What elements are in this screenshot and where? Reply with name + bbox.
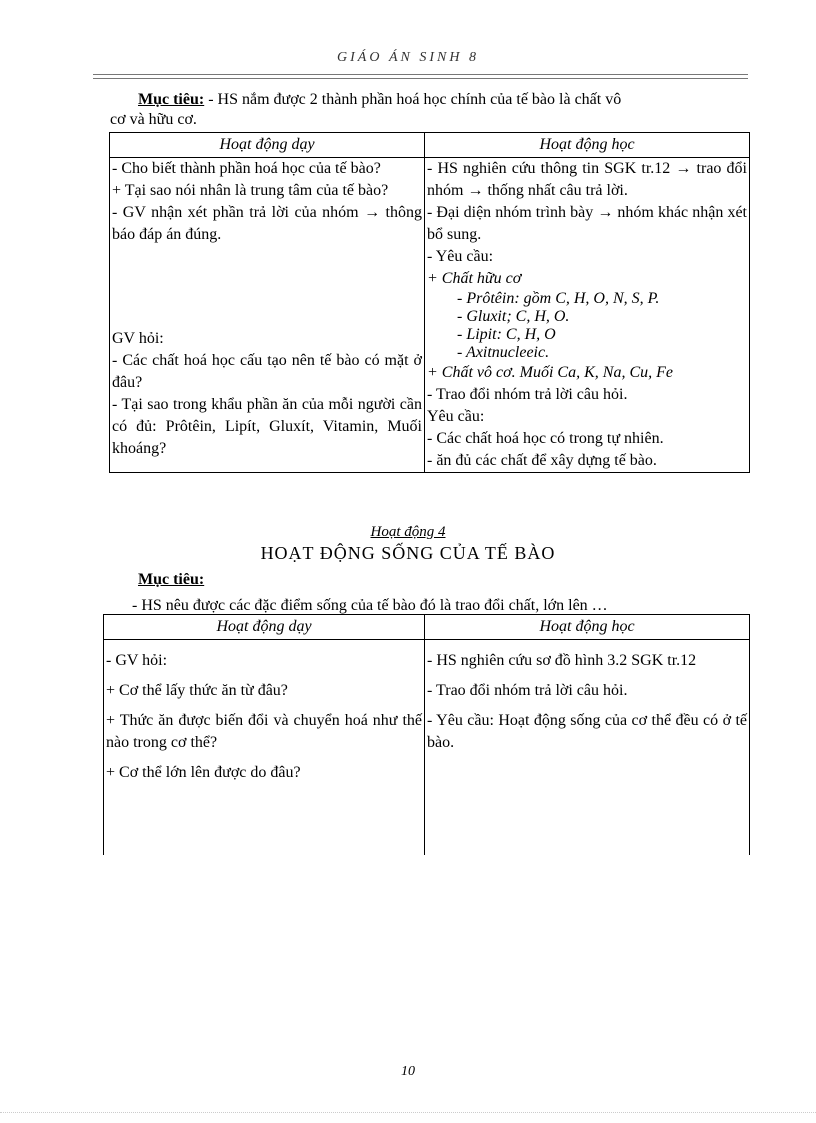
learning-item: Yêu cầu: [427, 408, 485, 425]
col-header-learning: Hoạt động học [425, 615, 750, 640]
teaching-item: GV hỏi: [112, 330, 164, 347]
teaching-item: + Cơ thể lấy thức ăn từ đâu? [106, 682, 288, 699]
learning-cell [425, 640, 750, 856]
objective-2 [110, 570, 750, 616]
learning-cell [425, 158, 750, 473]
section-title: HOẠT ĐỘNG SỐNG CỦA TẾ BÀO [260, 543, 556, 563]
activity-table-1 [109, 132, 750, 473]
learning-item: - Đại diện nhóm trình bày → nhóm khác nhận xét bổ sung. [427, 204, 747, 243]
activity-table-2 [103, 614, 750, 855]
objective-text: - HS nêu được các đặc điểm sống của tế bào đó là trao đổi chất, lớn lên … [132, 597, 608, 614]
learning-item: + Chất vô cơ. Muối Ca, K, Na, Cu, Fe [427, 364, 673, 381]
header-rule [93, 74, 748, 75]
teaching-item: - Tại sao trong khẩu phần ăn của mỗi người cần có đủ: Prôtêin, Lipít, Gluxít, Vitamin, Muối khoáng? [112, 396, 422, 457]
page-number: 10 [401, 1064, 415, 1079]
page-header-title: GIÁO ÁN SINH 8 [337, 50, 479, 65]
learning-subitem: - Axitnucleeic. [457, 344, 550, 361]
teaching-item: - Các chất hoá học cấu tạo nên tế bào có mặt ở đâu? [112, 352, 422, 391]
learning-item: - HS nghiên cứu sơ đồ hình 3.2 SGK tr.12 [427, 652, 697, 669]
col-header-teaching: Hoạt động dạy [110, 133, 425, 158]
objective-text: - HS nắm được 2 thành phần hoá học chính của tế bào là chất vô [204, 91, 622, 108]
learning-item: - Trao đổi nhóm trả lời câu hỏi. [427, 682, 628, 699]
teaching-cell [104, 640, 425, 856]
learning-subitem: - Lipit: C, H, O [457, 326, 556, 343]
teaching-item: - GV hỏi: [106, 652, 168, 669]
objective-label: Mục tiêu: [138, 91, 205, 108]
teaching-item: + Tại sao nói nhân là trung tâm của tế bào? [112, 182, 389, 199]
col-header-teaching: Hoạt động dạy [104, 615, 425, 640]
learning-item: - Trao đổi nhóm trả lời câu hỏi. [427, 386, 628, 403]
col-header-learning: Hoạt động học [425, 133, 750, 158]
teaching-item: + Cơ thể lớn lên được do đâu? [106, 764, 301, 781]
teaching-item: - GV nhận xét phần trả lời của nhóm → thông báo đáp án đúng. [112, 204, 422, 243]
learning-item: - ăn đủ các chất để xây dựng tế bào. [427, 452, 657, 469]
learning-item: - HS nghiên cứu thông tin SGK tr.12 → trao đổi nhóm → thống nhất câu trả lời. [427, 160, 747, 199]
objective-text-cont: cơ và hữu cơ. [110, 111, 197, 128]
section-label: Hoạt động 4 [370, 524, 446, 540]
learning-item: + Chất hữu cơ [427, 270, 522, 287]
learning-item: - Các chất hoá học có trong tự nhiên. [427, 430, 664, 447]
teaching-item: - Cho biết thành phần hoá học của tế bào? [112, 160, 381, 177]
objective-1 [110, 90, 750, 130]
objective-label: Mục tiêu: [138, 571, 205, 588]
learning-item: - Yêu cầu: Hoạt động sống của cơ thể đều có ở tế bào. [427, 712, 747, 751]
teaching-cell [110, 158, 425, 473]
learning-subitem: - Prôtêin: gồm C, H, O, N, S, P. [457, 290, 660, 307]
learning-item: - Yêu cầu: [427, 248, 494, 265]
teaching-item: + Thức ăn được biến đổi và chuyển hoá như thế nào trong cơ thể? [106, 712, 422, 751]
footer-rule [0, 1112, 816, 1113]
header-rule [93, 78, 748, 79]
learning-subitem: - Gluxit; C, H, O. [457, 308, 570, 325]
